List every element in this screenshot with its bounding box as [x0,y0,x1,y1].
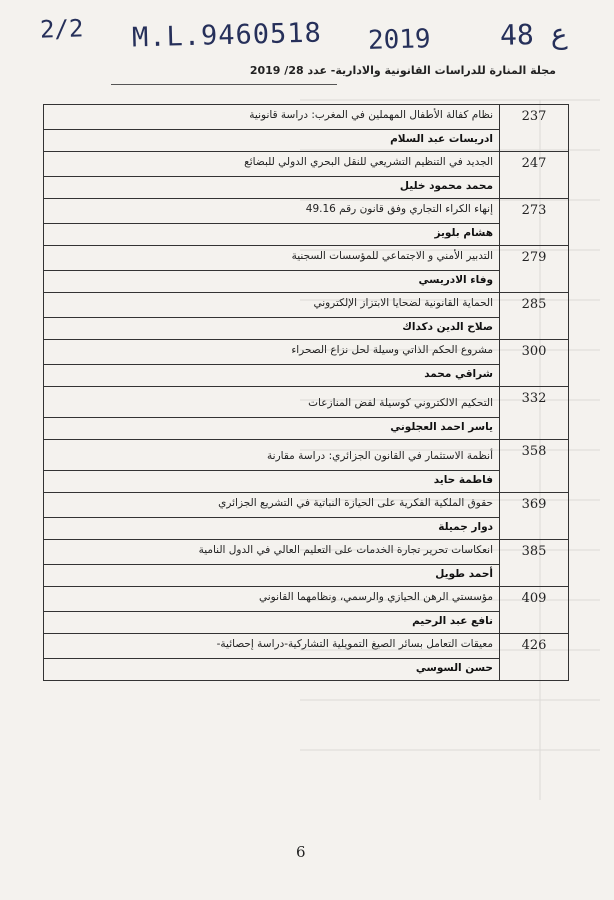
toc-row [44,634,569,681]
article-title: أنظمة الاستثمار في القانون الجزائري: دراسة مقارنة [267,450,493,462]
handwritten-issue-mark: ع 48 [499,17,568,52]
toc-row [44,440,569,493]
article-author: شراقي محمد [44,364,499,386]
article-title: التحكيم الالكتروني كوسيلة لفض المنازعات [308,397,493,409]
article-author: وفاء الادريسي [44,270,499,292]
article-page-number: 369 [500,493,569,540]
handwritten-year: 2019 [367,24,432,56]
toc-row [44,152,569,199]
toc-entry-cell [44,293,500,340]
toc-entry-cell [44,199,500,246]
article-page-number: 300 [500,340,569,387]
journal-header: مجلة المنارة للدراسات القانونية والادارية- عدد 28/ 2019 [249,64,556,77]
toc-row [44,587,569,634]
toc-row [44,387,569,440]
article-title: الحماية القانونية لضحايا الابتزاز الإلكتروني [313,297,493,309]
article-title: التدبير الأمني و الاجتماعي للمؤسسات السجنية [291,250,493,262]
article-page-number: 358 [500,440,569,493]
toc-row [44,340,569,387]
article-author: أحمد طويل [44,564,499,586]
toc-entry-cell [44,105,500,152]
article-page-number: 237 [500,105,569,152]
toc-entry-cell [44,440,500,493]
article-page-number: 279 [500,246,569,293]
article-author: صلاح الدين دكداك [44,317,499,339]
toc-row [44,293,569,340]
article-title: معيقات التعامل بسائر الصيغ التمويلية التشاركية-دراسة إحصائية- [216,638,493,650]
article-author: دوار جميلة [44,517,499,539]
article-page-number: 385 [500,540,569,587]
article-author: حسن السوسي [44,658,499,680]
toc-entry-cell [44,540,500,587]
toc-row [44,246,569,293]
toc-entry-cell [44,634,500,681]
article-title: إنهاء الكراء التجاري وفق قانون رقم 49.16 [305,203,493,215]
article-page-number: 332 [500,387,569,440]
article-page-number: 285 [500,293,569,340]
toc-row [44,199,569,246]
table-of-contents [43,104,569,681]
article-title: مشروع الحكم الذاتي وسيلة لحل نزاع الصحراء [291,344,493,356]
header-rule [111,84,337,85]
toc-entry-cell [44,152,500,199]
article-title: مؤسستي الرهن الحيازي والرسمي، ونظامهما القانوني [259,591,493,603]
article-title: انعكاسات تحرير تجارة الخدمات على التعليم العالي في الدول النامية [198,544,493,556]
article-page-number: 426 [500,634,569,681]
toc-row [44,493,569,540]
toc-entry-cell [44,587,500,634]
page-number: 6 [296,843,306,861]
article-title: الجديد في التنظيم التشريعي للنقل البحري الدولي للبضائع [244,156,493,168]
toc-entry-cell [44,493,500,540]
article-author: فاطمة حايد [44,470,499,492]
article-page-number: 409 [500,587,569,634]
article-title: حقوق الملكية الفكرية على الحيازة النباتية في التشريع الجزائري [218,497,493,509]
article-page-number: 273 [500,199,569,246]
article-author: ادريسات عبد السلام [44,129,499,151]
handwritten-serial: M.L.9460518 [131,17,323,54]
article-title: نظام كفالة الأطفال المهملين في المغرب: دراسة قانونية [249,109,493,121]
article-page-number: 247 [500,152,569,199]
handwritten-fraction: 2/2 [39,14,84,44]
toc-row [44,105,569,152]
article-author: ياسر احمد العجلوني [44,417,499,439]
article-author: نافع عبد الرحيم [44,611,499,633]
toc-entry-cell [44,340,500,387]
article-author: محمد محمود خليل [44,176,499,198]
toc-row [44,540,569,587]
toc-entry-cell [44,387,500,440]
toc-entry-cell [44,246,500,293]
article-author: هشام بلويز [44,223,499,245]
